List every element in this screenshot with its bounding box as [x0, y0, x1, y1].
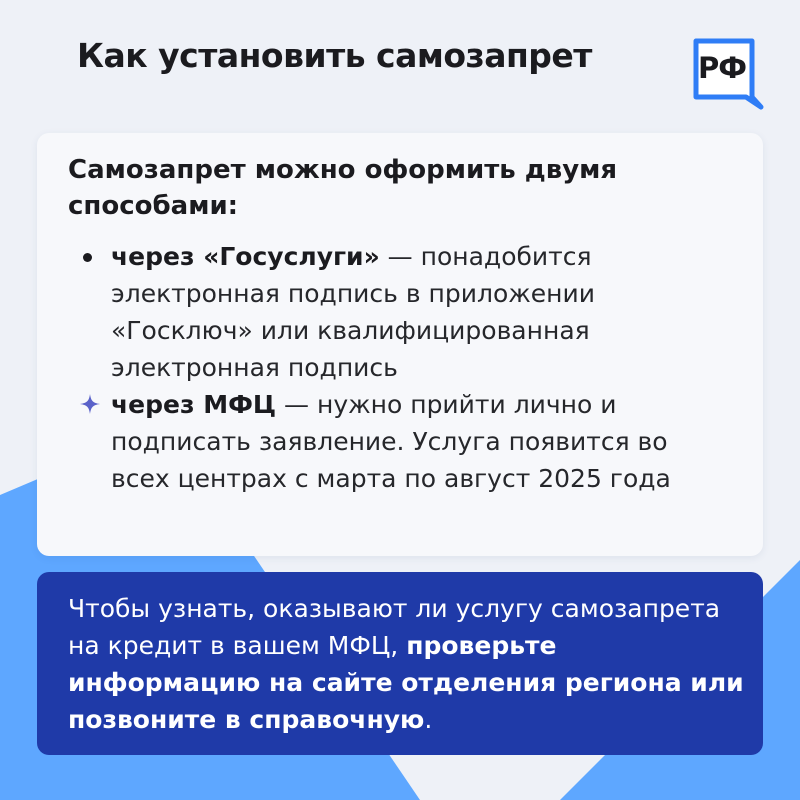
notice-text-before: Чтобы узнать, оказывают ли услугу самозапрета на кредит в вашем МФЦ,: [68, 594, 721, 660]
item-bold: через «Госуслуги»: [111, 242, 380, 271]
notice-box: [37, 572, 763, 755]
sparkle-star-icon: [79, 393, 101, 415]
list-item-gosuslugi: [81, 238, 731, 386]
logo: [693, 38, 765, 110]
bullet-dot-icon: [83, 253, 92, 262]
card-heading: Самозапрет можно оформить двумя способами:: [68, 155, 618, 221]
logo-text: РФ: [697, 51, 746, 85]
item-text: — понадобится электронная подпись в приложении «Госключ» или квалифицированная электронная подпись: [111, 242, 596, 382]
info-card: [37, 133, 763, 556]
item-text: — нужно прийти лично и подписать заявление. Услуга появится во всех центрах с марта по август 2025 года: [111, 390, 671, 493]
notice-text: [68, 590, 748, 738]
methods-list: [81, 238, 731, 497]
notice-bold: проверьте информацию на сайте отделения региона или позвоните в справочную: [68, 631, 744, 734]
item-bold: через МФЦ: [111, 390, 277, 419]
list-item-mfc: [81, 386, 731, 497]
page-title: Как установить самозапрет: [77, 36, 592, 75]
notice-text-after: .: [424, 705, 433, 734]
